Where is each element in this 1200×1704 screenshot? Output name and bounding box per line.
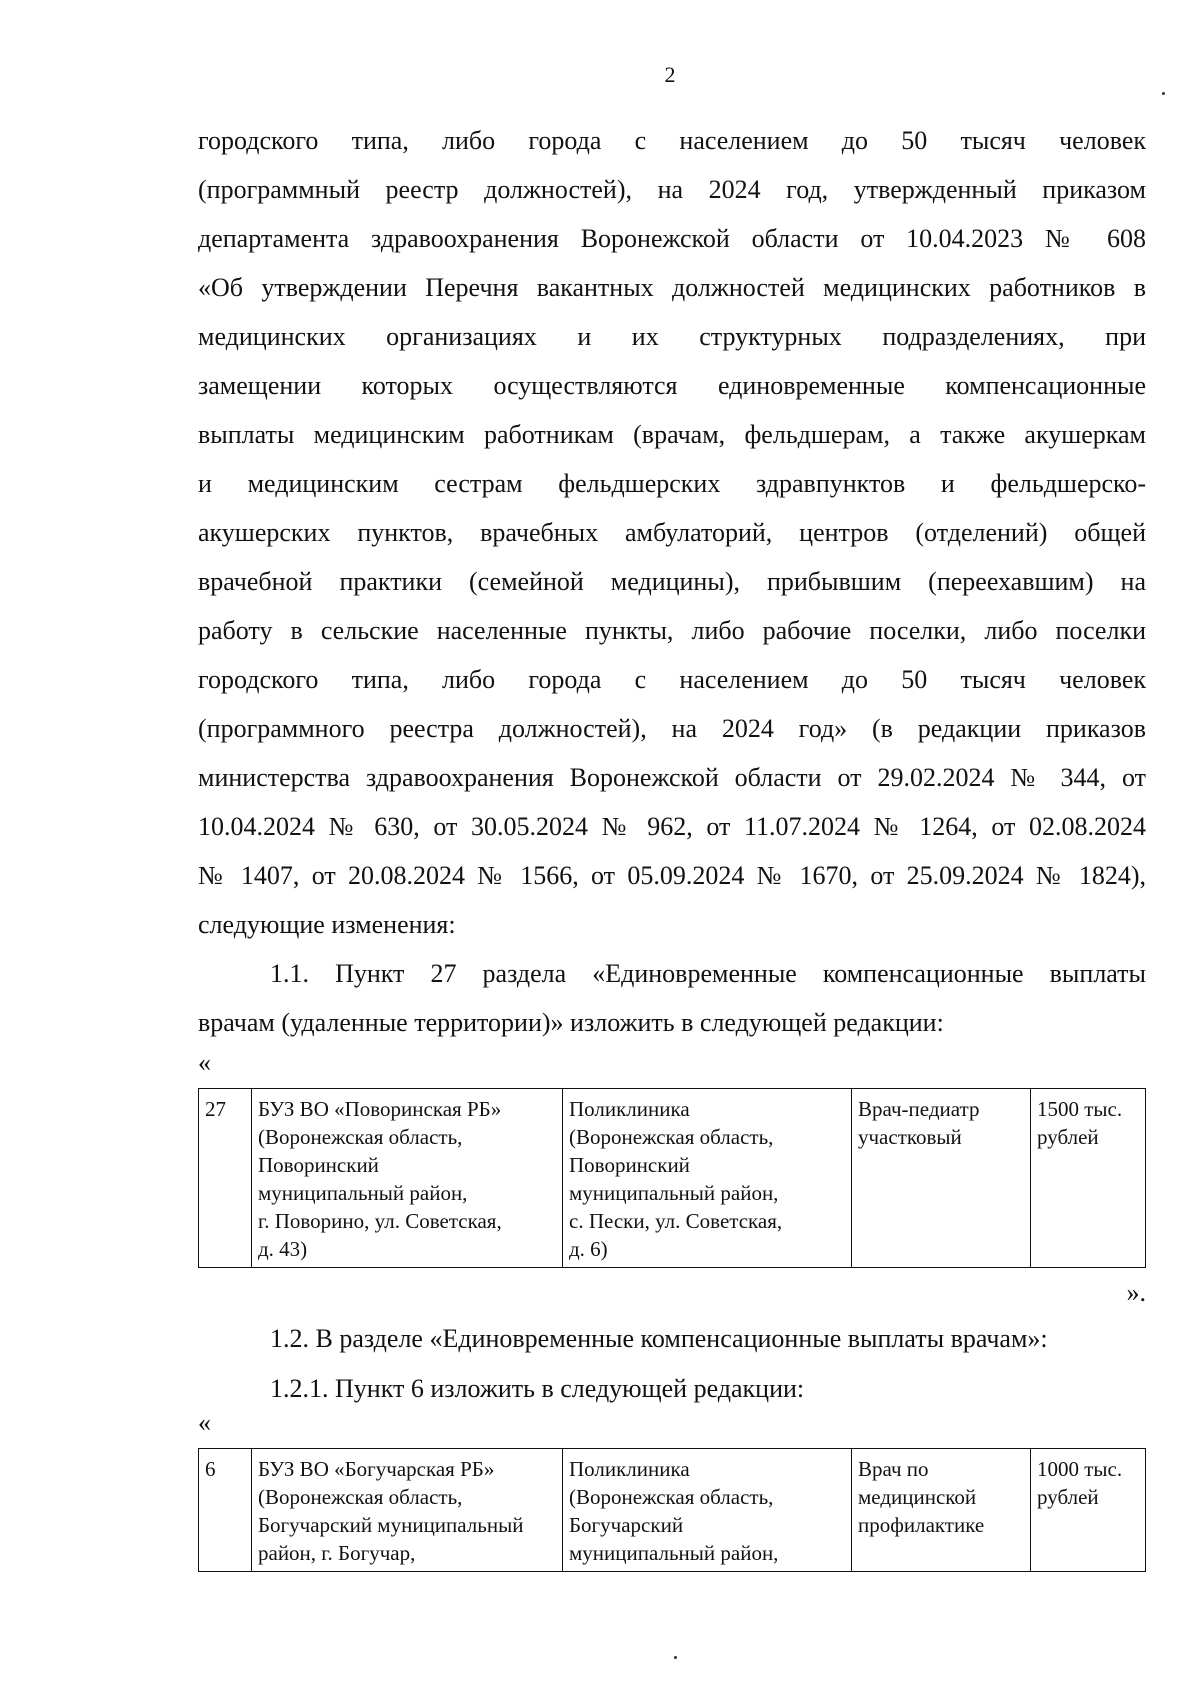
- text-line: министерства здравоохранения Воронежской области от 29.02.2024 № 344, от: [198, 763, 1146, 792]
- section-1-1-line2: врачам (удаленные территории)» изложить в следующей редакции:: [198, 1008, 944, 1037]
- text-line: врачебной практики (семейной медицины), прибывшим (переехавшим) на: [198, 567, 1146, 596]
- section-1-1: [198, 949, 1146, 1047]
- org-line: Богучарский муниципальный: [258, 1513, 524, 1537]
- table-item-6: [198, 1448, 1146, 1572]
- table-row: [199, 1449, 1146, 1572]
- text-line: акушерских пунктов, врачебных амбулаторий, центров (отделений) общей: [198, 518, 1146, 547]
- cell-position: [852, 1089, 1031, 1268]
- table-row: [199, 1089, 1146, 1268]
- unit-line: с. Пески, ул. Советская,: [569, 1209, 783, 1233]
- unit-line: муниципальный район,: [569, 1541, 779, 1565]
- scan-speck: [674, 1656, 677, 1659]
- text-line: «Об утверждении Перечня вакантных должностей медицинских работников в: [198, 273, 1146, 302]
- text-line: и медицинским сестрам фельдшерских здравпунктов и фельдшерско-: [198, 469, 1146, 498]
- section-1-1-line1: 1.1. Пункт 27 раздела «Единовременные компенсационные выплаты: [270, 959, 1146, 988]
- section-1-2-1: [198, 1364, 1146, 1413]
- text-line: следующие изменения:: [198, 910, 456, 939]
- page-number: 2: [664, 62, 676, 87]
- text-line: 10.04.2024 № 630, от 30.05.2024 № 962, от 11.07.2024 № 1264, от 02.08.2024: [198, 812, 1146, 841]
- unit-line: (Воронежская область,: [569, 1125, 774, 1149]
- unit-line: Поликлиника: [569, 1097, 690, 1121]
- text-line: департамента здравоохранения Воронежской области от 10.04.2023 № 608: [198, 224, 1146, 253]
- position-line: Врач-педиатр: [858, 1097, 980, 1121]
- unit-line: Поликлиника: [569, 1457, 690, 1481]
- unit-line: Богучарский: [569, 1513, 684, 1537]
- cell-unit: [563, 1449, 852, 1572]
- org-line: г. Поворино, ул. Советская,: [258, 1209, 502, 1233]
- cell-number: 27: [199, 1089, 252, 1268]
- intro-paragraph: [198, 116, 1146, 949]
- open-quote-1: «: [198, 1048, 211, 1077]
- amount-line: 1500 тыс.: [1037, 1097, 1123, 1121]
- position-line: профилактике: [858, 1513, 985, 1537]
- unit-line: (Воронежская область,: [569, 1485, 774, 1509]
- table-item-27: [198, 1088, 1146, 1268]
- org-line: Поворинский: [258, 1153, 379, 1177]
- text-line: городского типа, либо города с населением до 50 тысяч человек: [198, 126, 1146, 155]
- text-line: (программный реестр должностей), на 2024 год, утвержденный приказом: [198, 175, 1146, 204]
- cell-organization: [252, 1089, 563, 1268]
- amount-line: рублей: [1037, 1125, 1099, 1149]
- org-line: БУЗ ВО «Поворинская РБ»: [258, 1097, 502, 1121]
- close-quote-1: ».: [1126, 1278, 1146, 1307]
- org-line: БУЗ ВО «Богучарская РБ»: [258, 1457, 495, 1481]
- text-line: медицинских организациях и их структурных подразделениях, при: [198, 322, 1146, 351]
- text-line: городского типа, либо города с населением до 50 тысяч человек: [198, 665, 1146, 694]
- cell-number: 6: [199, 1449, 252, 1572]
- cell-unit: [563, 1089, 852, 1268]
- position-line: участковый: [858, 1125, 962, 1149]
- org-line: д. 43): [258, 1237, 308, 1261]
- unit-line: д. 6): [569, 1237, 608, 1261]
- org-line: (Воронежская область,: [258, 1125, 463, 1149]
- scan-speck: [1162, 92, 1165, 95]
- cell-position: [852, 1449, 1031, 1572]
- section-1-2-1-line: 1.2.1. Пункт 6 изложить в следующей редакции:: [270, 1374, 805, 1403]
- position-line: медицинской: [858, 1485, 977, 1509]
- text-line: замещении которых осуществляются единовременные компенсационные: [198, 371, 1146, 400]
- cell-organization: [252, 1449, 563, 1572]
- unit-line: Поворинский: [569, 1153, 690, 1177]
- org-line: (Воронежская область,: [258, 1485, 463, 1509]
- cell-amount: [1031, 1089, 1146, 1268]
- text-line: выплаты медицинским работникам (врачам, фельдшерам, а также акушеркам: [198, 420, 1146, 449]
- open-quote-2: «: [198, 1408, 211, 1437]
- text-line: № 1407, от 20.08.2024 № 1566, от 05.09.2024 № 1670, от 25.09.2024 № 1824),: [198, 861, 1146, 890]
- cell-amount: [1031, 1449, 1146, 1572]
- org-line: муниципальный район,: [258, 1181, 468, 1205]
- text-line: работу в сельские населенные пункты, либо рабочие поселки, либо поселки: [198, 616, 1146, 645]
- amount-line: рублей: [1037, 1485, 1099, 1509]
- amount-line: 1000 тыс.: [1037, 1457, 1123, 1481]
- section-1-2-line: 1.2. В разделе «Единовременные компенсационные выплаты врачам»:: [270, 1324, 1048, 1353]
- position-line: Врач по: [858, 1457, 929, 1481]
- section-1-2: [198, 1314, 1146, 1363]
- org-line: район, г. Богучар,: [258, 1541, 416, 1565]
- text-line: (программного реестра должностей), на 2024 год» (в редакции приказов: [198, 714, 1146, 743]
- unit-line: муниципальный район,: [569, 1181, 779, 1205]
